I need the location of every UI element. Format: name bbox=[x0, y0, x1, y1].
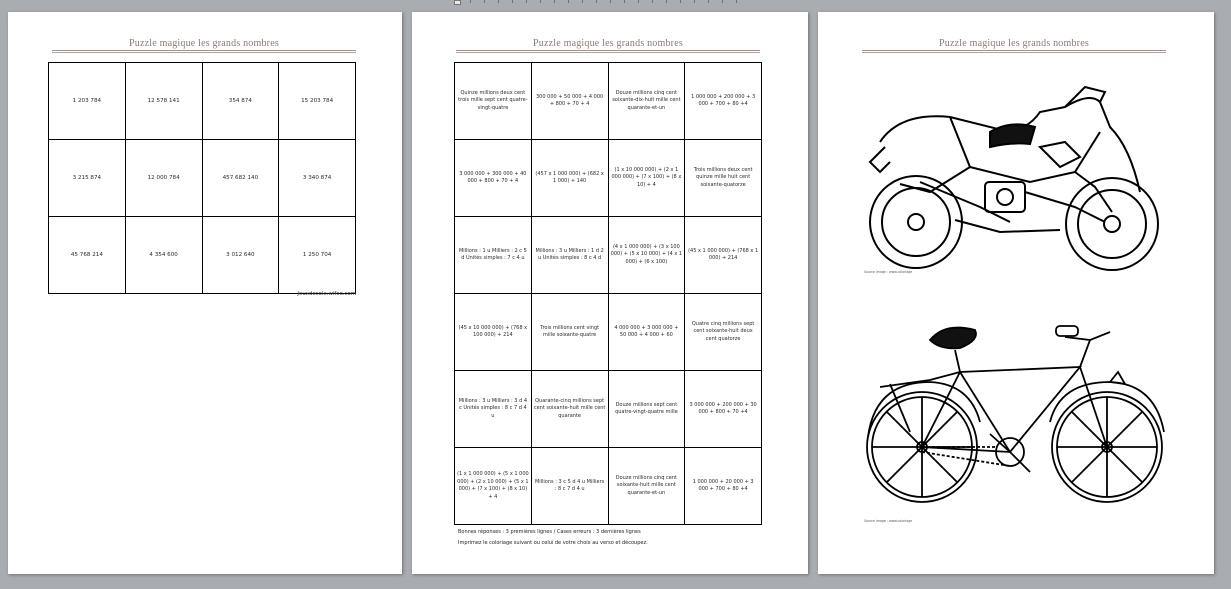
image-source-caption: Source image : www.coloriage bbox=[864, 270, 913, 274]
page-header-title: Puzzle magique les grands nombres bbox=[129, 38, 279, 49]
table-cell: 4 354 600 bbox=[125, 217, 202, 294]
questions-grid bbox=[454, 62, 762, 525]
ruler-tick bbox=[722, 0, 723, 3]
table-row bbox=[49, 217, 356, 294]
table-cell: 15 203 784 bbox=[279, 63, 356, 140]
ruler-tick bbox=[596, 0, 597, 3]
ruler-tick bbox=[568, 0, 569, 3]
page-2 bbox=[412, 12, 808, 574]
ruler-tick bbox=[610, 0, 611, 3]
page-1 bbox=[8, 12, 402, 574]
footnote-instructions: Imprimez le coloriage suivant ou celui de votre choix au verso et découpez. bbox=[458, 540, 648, 546]
table-cell: 3 000 000 + 300 000 + 40 000 + 800 + 70 + 4 bbox=[455, 140, 532, 217]
ruler-tick bbox=[498, 0, 499, 3]
motorcycle-coloring-image bbox=[860, 72, 1172, 282]
site-credit: Jeuxdecole.wifeo.com bbox=[297, 291, 356, 297]
table-cell: 300 000 + 50 000 + 4 000 + 800 + 70 + 4 bbox=[531, 63, 608, 140]
ruler-tick bbox=[526, 0, 527, 3]
ruler-tick bbox=[512, 0, 513, 3]
table-cell: Douze millions sept cent quatre-vingt-quatre mille bbox=[608, 371, 685, 448]
table-cell: (457 x 1 000 000) + (682 x 1 000) + 140 bbox=[531, 140, 608, 217]
table-cell: 3 340 874 bbox=[279, 140, 356, 217]
table-cell: Millions : 1 u Milliers : 2 c 5 d Unités simples : 7 c 4 u bbox=[455, 217, 532, 294]
table-cell: 1 250 704 bbox=[279, 217, 356, 294]
ruler-tick bbox=[582, 0, 583, 3]
table-cell: Douze millions cinq cent soixante-dix-huit mille cent quarante-et-un bbox=[608, 63, 685, 140]
table-cell: 3 000 000 + 200 000 + 30 000 + 800 + 70 +4 bbox=[685, 371, 762, 448]
table-cell: 4 000 000 + 3 000 000 + 50 000 + 4 000 + 60 bbox=[608, 294, 685, 371]
horizontal-ruler bbox=[0, 0, 1231, 6]
table-cell: 3 215 874 bbox=[49, 140, 126, 217]
table-cell: 1 000 000 + 20 000 + 3 000 + 700 + 80 +4 bbox=[685, 448, 762, 525]
bicycle-coloring-image bbox=[860, 312, 1172, 527]
table-cell: 3 012 640 bbox=[202, 217, 279, 294]
page-3 bbox=[818, 12, 1214, 574]
ruler-tick bbox=[680, 0, 681, 3]
ruler-tick bbox=[540, 0, 541, 3]
ruler-tick bbox=[638, 0, 639, 3]
table-row bbox=[455, 448, 762, 525]
table-cell: Quarante-cinq millions sept cent soixante-huit mille cent quarante bbox=[531, 371, 608, 448]
ruler-indent-marker[interactable] bbox=[454, 0, 461, 5]
table-cell: 12 000 784 bbox=[125, 140, 202, 217]
table-row bbox=[455, 294, 762, 371]
table-row bbox=[455, 217, 762, 294]
table-cell: 1 000 000 + 200 000 + 3 000 + 700 + 80 +4 bbox=[685, 63, 762, 140]
table-row bbox=[455, 140, 762, 217]
page-header-title: Puzzle magique les grands nombres bbox=[939, 38, 1089, 49]
ruler-tick bbox=[736, 0, 737, 3]
table-row bbox=[49, 63, 356, 140]
table-cell: Quatre cinq millions sept cent soixante-huit deux cent quatorze bbox=[685, 294, 762, 371]
table-cell: Quinze millions deux cent trois mille sept cent quatre-vingt-quatre bbox=[455, 63, 532, 140]
ruler-tick bbox=[484, 0, 485, 3]
ruler-tick bbox=[554, 0, 555, 3]
page-header-title: Puzzle magique les grands nombres bbox=[533, 38, 683, 49]
table-cell: (4 x 1 000 000) + (3 x 100 000) + (5 x 10 000) + (4 x 1 000) + (6 x 100) bbox=[608, 217, 685, 294]
ruler-tick bbox=[624, 0, 625, 3]
table-cell: Trois millions cent vingt mille soixante-quatre bbox=[531, 294, 608, 371]
table-cell: 457 682 140 bbox=[202, 140, 279, 217]
table-cell: (45 x 10 000 000) + (768 x 100 000) + 214 bbox=[455, 294, 532, 371]
answers-grid bbox=[48, 62, 356, 294]
table-cell: 1 203 784 bbox=[49, 63, 126, 140]
image-source-caption: Source image : www.coloriage bbox=[864, 519, 913, 523]
ruler-tick bbox=[708, 0, 709, 3]
header-rule bbox=[456, 50, 760, 53]
ruler-tick bbox=[652, 0, 653, 3]
table-cell: Millions : 3 u Milliers : 3 d 4 c Unités simples : 8 c 7 d 4 u bbox=[455, 371, 532, 448]
table-cell: (1 x 1 000 000) + (5 x 1 000 000) + (2 x 10 000) + (5 x 1 000) + (7 x 100) + (8 x 10) + 4 bbox=[455, 448, 532, 525]
table-row bbox=[455, 63, 762, 140]
header-rule bbox=[52, 50, 356, 53]
table-cell: 45 768 214 bbox=[49, 217, 126, 294]
table-cell: 12 578 141 bbox=[125, 63, 202, 140]
table-cell: (45 x 1 000 000) + (768 x 1 000) + 214 bbox=[685, 217, 762, 294]
ruler-tick bbox=[470, 0, 471, 3]
table-cell: 354 874 bbox=[202, 63, 279, 140]
ruler-tick bbox=[694, 0, 695, 3]
table-cell: Trois millions deux cent quinze mille huit cent soixante-quatorze bbox=[685, 140, 762, 217]
table-cell: (1 x 10 000 000) + (2 x 1 000 000) + (7 x 100) + (8 x 10) + 4 bbox=[608, 140, 685, 217]
table-row bbox=[49, 140, 356, 217]
header-rule bbox=[862, 50, 1166, 53]
footnote-answers: Bonnes réponses : 3 premières lignes / Cases erreurs : 3 dernières lignes bbox=[458, 529, 641, 535]
ruler-tick bbox=[666, 0, 667, 3]
table-row bbox=[455, 371, 762, 448]
table-cell: Millions : 3 u Milliers : 1 d 2 u Unités simples : 8 c 4 d bbox=[531, 217, 608, 294]
table-cell: Millions : 3 c 5 d 4 u Milliers : 8 c 7 d 4 u bbox=[531, 448, 608, 525]
table-cell: Douze millions cinq cent soixante-huit mille cent quarante-et-un bbox=[608, 448, 685, 525]
